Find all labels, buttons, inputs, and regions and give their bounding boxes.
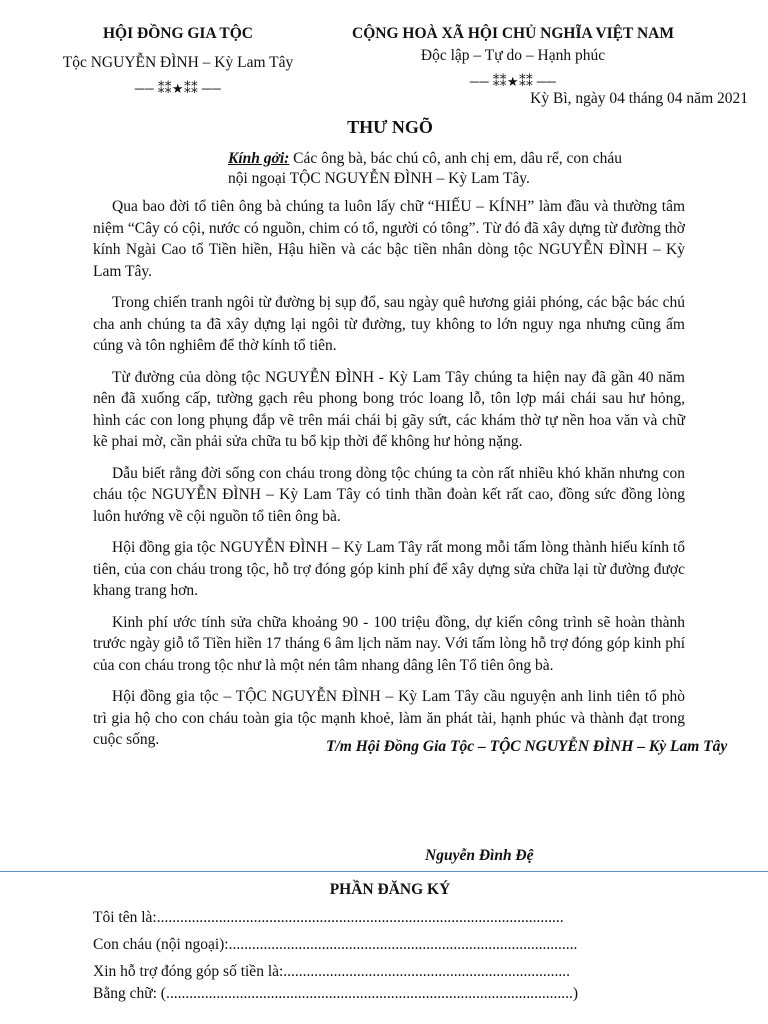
- greeting: [228, 149, 688, 189]
- right-ornament: ── ⁑⁑★⁑⁑ ──: [469, 74, 557, 89]
- letter-title: THƯ NGÕ: [347, 117, 433, 137]
- clan-name: Tộc NGUYỄN ĐÌNH – Kỳ Lam Tây: [62, 54, 294, 71]
- greeting-label: Kính gởi:: [228, 150, 290, 167]
- relation-field-line: Con cháu (nội ngoại):..........................................................................................: [93, 936, 578, 953]
- signer-name: Nguyễn Đình Đệ: [425, 847, 534, 864]
- paragraph: Hội đồng gia tộc – TỘC NGUYỄN ĐÌNH – Kỳ Lam Tây cầu nguyện anh linh tiên tổ phò trì gia hộ cho con cháu toàn gia tộc mạnh khoẻ, làm ăn phát tài, hạnh phúc và thành đạt trong cuộc sống.: [93, 688, 685, 748]
- date-line: Kỳ Bì, ngày 04 tháng 04 năm 2021: [530, 90, 748, 107]
- clan-header: [40, 24, 316, 97]
- paragraph: Hội đồng gia tộc NGUYỄN ĐÌNH – Kỳ Lam Tây rất mong mỗi tấm lòng thành hiếu kính tổ tiên, của con cháu trong tộc, hỗ trợ đóng góp kinh phí để xây dựng sửa chữa lại từ đường được khang trang hơn.: [93, 539, 685, 599]
- signoff-line: T/m Hội Đồng Gia Tộc – TỘC NGUYỄN ĐÌNH – Kỳ Lam Tây: [326, 738, 728, 755]
- letter-body: [93, 196, 685, 761]
- section-divider: [0, 871, 768, 872]
- name-field-line: Tôi tên là:.........................................................................................................: [93, 909, 564, 926]
- clan-council-title: HỘI ĐỒNG GIA TỘC: [102, 25, 253, 42]
- paragraph: Kinh phí ước tính sửa chữa khoảng 90 - 100 triệu đồng, dự kiến công trình sẽ hoàn thành trước ngày giỗ tổ Tiền hiền 17 tháng 6 âm lịch năm nay. Với tấm lòng hỗ trợ đóng góp kinh phí của con cháu trong tộc như là một nén tâm nhang dâng lên Tổ tiên ông bà.: [93, 613, 685, 674]
- paragraph: Qua bao đời tổ tiên ông bà chúng ta luôn lấy chữ “HIẾU – KÍNH” làm đầu và thường tâm niệm “Cây có cội, nước có nguồn, chim có tổ, người có tông”. Từ đó đã xây dựng từ đường thờ kính Ngài Cao tổ Tiền hiền, Hậu hiền và các bậc tiền nhân dòng tộc NGUYỄN ĐÌNH – Kỳ Lam Tây.: [93, 198, 685, 280]
- paragraph: Trong chiến tranh ngôi từ đường bị sụp đổ, sau ngày quê hương giải phóng, các bậc bác chú cha anh chúng ta đã xây dựng lại ngôi từ đường, tuy không to lớn nguy nga nhưng cũng ấm cúng và tôn nghiêm để thờ kính tổ tiên.: [93, 294, 685, 354]
- left-ornament: ── ⁑⁑★⁑⁑ ──: [134, 81, 222, 96]
- paragraph: Từ đường của dòng tộc NGUYỄN ĐÌNH - Kỳ Lam Tây chúng ta hiện nay đã gần 40 năm nên đã xuống cấp, tường gạch rêu phong bong tróc loang lỗ, tôn lợp mái chái sau hư hỏng, hình các con long phụng đắp vẽ trên mái chái bị gãy sứt, các khám thờ tự nền hoa văn và chữ kẽ phai mờ, cần phải sửa chữa tu bổ kịp thời để không hư hỏng nặng.: [93, 368, 685, 450]
- national-header: [330, 24, 696, 90]
- amount-words-field-line: Bằng chữ: (.........................................................................................................): [93, 985, 579, 1002]
- amount-field-line: Xin hỗ trợ đóng góp số tiền là:..........................................................................: [93, 963, 571, 980]
- country-title: CỘNG HOÀ XÃ HỘI CHỦ NGHĨA VIỆT NAM: [352, 25, 674, 42]
- greeting-text: Các ông bà, bác chú cô, anh chị em, dâu rể, con cháu: [289, 150, 622, 167]
- registration-title: PHẦN ĐĂNG KÝ: [329, 881, 451, 898]
- greeting-line-2: nội ngoại TỘC NGUYỄN ĐÌNH – Kỳ Lam Tây.: [228, 170, 530, 187]
- paragraph: Dẫu biết rằng đời sống con cháu trong dòng tộc chúng ta còn rất nhiều khó khăn nhưng con cháu tộc NGUYỄN ĐÌNH – Kỳ Lam Tây có tinh thần đoàn kết rất cao, đồng sức đồng lòng luôn hướng về cội nguồn tổ tiên ông bà.: [93, 464, 685, 525]
- national-motto: Độc lập – Tự do – Hạnh phúc: [420, 47, 606, 64]
